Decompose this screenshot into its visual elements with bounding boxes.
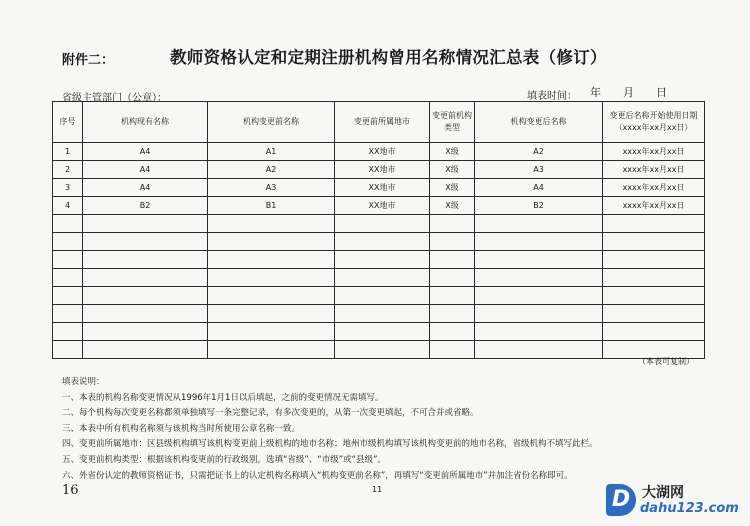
empty-cell (83, 269, 208, 287)
empty-cell (53, 305, 83, 323)
empty-cell (53, 287, 83, 305)
empty-cell (335, 269, 430, 287)
empty-cell (53, 269, 83, 287)
col-header-previous-name: 机构变更前名称 (208, 102, 335, 143)
cell-index: 1 (53, 143, 83, 161)
attachment-label: 附件二： (62, 53, 115, 68)
cell-index: 4 (53, 197, 83, 215)
empty-cell (83, 215, 208, 233)
empty-cell (475, 287, 603, 305)
cell-previous-name: A3 (208, 179, 335, 197)
empty-cell (335, 251, 430, 269)
watermark-url: dahu123.com (640, 501, 739, 516)
empty-cell (335, 233, 430, 251)
cell-previous-city: XX地市 (335, 179, 430, 197)
empty-table-row (53, 233, 705, 251)
empty-table-row (53, 287, 705, 305)
empty-cell (603, 215, 705, 233)
cell-index: 3 (53, 179, 83, 197)
cell-previous-city: XX地市 (335, 161, 430, 179)
cell-start-date: xxxx年xx月xx日 (603, 197, 705, 215)
empty-cell (430, 215, 475, 233)
table-row (53, 161, 705, 179)
summary-table (52, 101, 705, 359)
col-header-index: 序号 (53, 102, 83, 143)
dept-label: 省级主管部门（公章）： (62, 93, 167, 104)
empty-cell (83, 287, 208, 305)
empty-cell (335, 341, 430, 359)
empty-cell (83, 341, 208, 359)
empty-cell (475, 323, 603, 341)
empty-cell (430, 233, 475, 251)
empty-table-row (53, 215, 705, 233)
empty-cell (430, 341, 475, 359)
empty-cell (53, 215, 83, 233)
cell-current-name: A4 (83, 161, 208, 179)
empty-table-row (53, 251, 705, 269)
empty-cell (208, 251, 335, 269)
note-item: 三、本表中所有机构名称须与该机构当时所使用公章名称一致。 (62, 423, 301, 434)
page-number-center: 11 (372, 485, 383, 494)
empty-cell (208, 233, 335, 251)
cell-new-name: A2 (475, 143, 603, 161)
watermark-name: 大湖网 (642, 485, 684, 501)
empty-cell (335, 305, 430, 323)
cell-new-name: B2 (475, 197, 603, 215)
col-header-previous-type: 变更前机构类型 (430, 102, 475, 143)
empty-cell (208, 305, 335, 323)
empty-cell (53, 251, 83, 269)
empty-cell (475, 251, 603, 269)
notes-heading: 填表说明： (62, 377, 105, 387)
cell-new-name: A4 (475, 179, 603, 197)
empty-cell (603, 305, 705, 323)
empty-cell (83, 251, 208, 269)
empty-table-row (53, 341, 705, 359)
date-label: 年 月 日 (590, 86, 667, 99)
page-title: 教师资格认定和定期注册机构曾用名称情况汇总表（修订） (170, 48, 607, 67)
note-item: 五、变更前机构类型：根据该机构变更前的行政级别，选填“省级”、“市级”或“县级”。 (62, 454, 386, 465)
empty-cell (53, 341, 83, 359)
empty-cell (430, 287, 475, 305)
cell-previous-name: A2 (208, 161, 335, 179)
table-row (53, 179, 705, 197)
cell-new-name: A3 (475, 161, 603, 179)
empty-cell (53, 233, 83, 251)
note-item: 六、外省份认定的教师资格证书，只需把证书上的认定机构名称填入“机构变更前名称”，再填写“变更前所属地市”并加注省份名称即可。 (62, 470, 573, 481)
empty-cell (603, 251, 705, 269)
empty-cell (430, 251, 475, 269)
note-item: 一、本表的机构名称变更情况从1996年1月1日以后填起，之前的变更情况无需填写。 (62, 392, 384, 403)
cell-previous-name: A1 (208, 143, 335, 161)
empty-cell (603, 287, 705, 305)
empty-cell (430, 305, 475, 323)
empty-cell (603, 233, 705, 251)
empty-cell (208, 341, 335, 359)
empty-cell (208, 287, 335, 305)
empty-cell (475, 341, 603, 359)
cell-start-date: xxxx年xx月xx日 (603, 143, 705, 161)
empty-cell (208, 323, 335, 341)
col-header-current-name: 机构现有名称 (83, 102, 208, 143)
col-header-previous-city: 变更前所属地市 (335, 102, 430, 143)
empty-cell (603, 269, 705, 287)
table-row (53, 143, 705, 161)
cell-previous-city: XX地市 (335, 143, 430, 161)
cell-previous-city: XX地市 (335, 197, 430, 215)
watermark-logo (604, 482, 744, 522)
cell-previous-type: X级 (430, 143, 475, 161)
empty-table-row (53, 323, 705, 341)
empty-cell (475, 305, 603, 323)
cell-previous-type: X级 (430, 179, 475, 197)
table-header-row (53, 102, 705, 143)
col-header-new-name: 机构变更后名称 (475, 102, 603, 143)
cell-index: 2 (53, 161, 83, 179)
cell-current-name: A4 (83, 143, 208, 161)
empty-cell (208, 215, 335, 233)
note-item: 四、变更前所属地市：区县级机构填写该机构变更前上级机构的地市名称；地州市级机构填写该机构变更前的地市名称，省级机构不填写此栏。 (62, 439, 598, 450)
cell-start-date: xxxx年xx月xx日 (603, 179, 705, 197)
table-row (53, 197, 705, 215)
empty-cell (83, 323, 208, 341)
cell-previous-name: B1 (208, 197, 335, 215)
cell-previous-type: X级 (430, 161, 475, 179)
page-number-left: 16 (62, 483, 79, 498)
empty-cell (53, 323, 83, 341)
empty-cell (335, 215, 430, 233)
note-item: 二、每个机构每次变更名称都须单独填写一条完整记录，有多次变更的，从第一次变更填起，不可合并或省略。 (62, 408, 479, 419)
empty-cell (430, 323, 475, 341)
copy-note: （本表可复制） (638, 357, 694, 366)
empty-cell (430, 269, 475, 287)
cell-start-date: xxxx年xx月xx日 (603, 161, 705, 179)
fill-time-label: 填表时间： (527, 91, 577, 102)
empty-cell (475, 233, 603, 251)
empty-cell (83, 233, 208, 251)
empty-cell (335, 323, 430, 341)
empty-cell (83, 305, 208, 323)
cell-previous-type: X级 (430, 197, 475, 215)
watermark-d-icon: D (606, 484, 636, 516)
empty-cell (603, 323, 705, 341)
empty-cell (208, 269, 335, 287)
cell-current-name: A4 (83, 179, 208, 197)
empty-cell (475, 269, 603, 287)
empty-cell (335, 287, 430, 305)
cell-current-name: B2 (83, 197, 208, 215)
empty-cell (475, 215, 603, 233)
col-header-start-date: 变更后名称开始使用日期（xxxx年xx月xx日） (603, 102, 705, 143)
notes-section (62, 375, 598, 484)
empty-table-row (53, 269, 705, 287)
empty-table-row (53, 305, 705, 323)
